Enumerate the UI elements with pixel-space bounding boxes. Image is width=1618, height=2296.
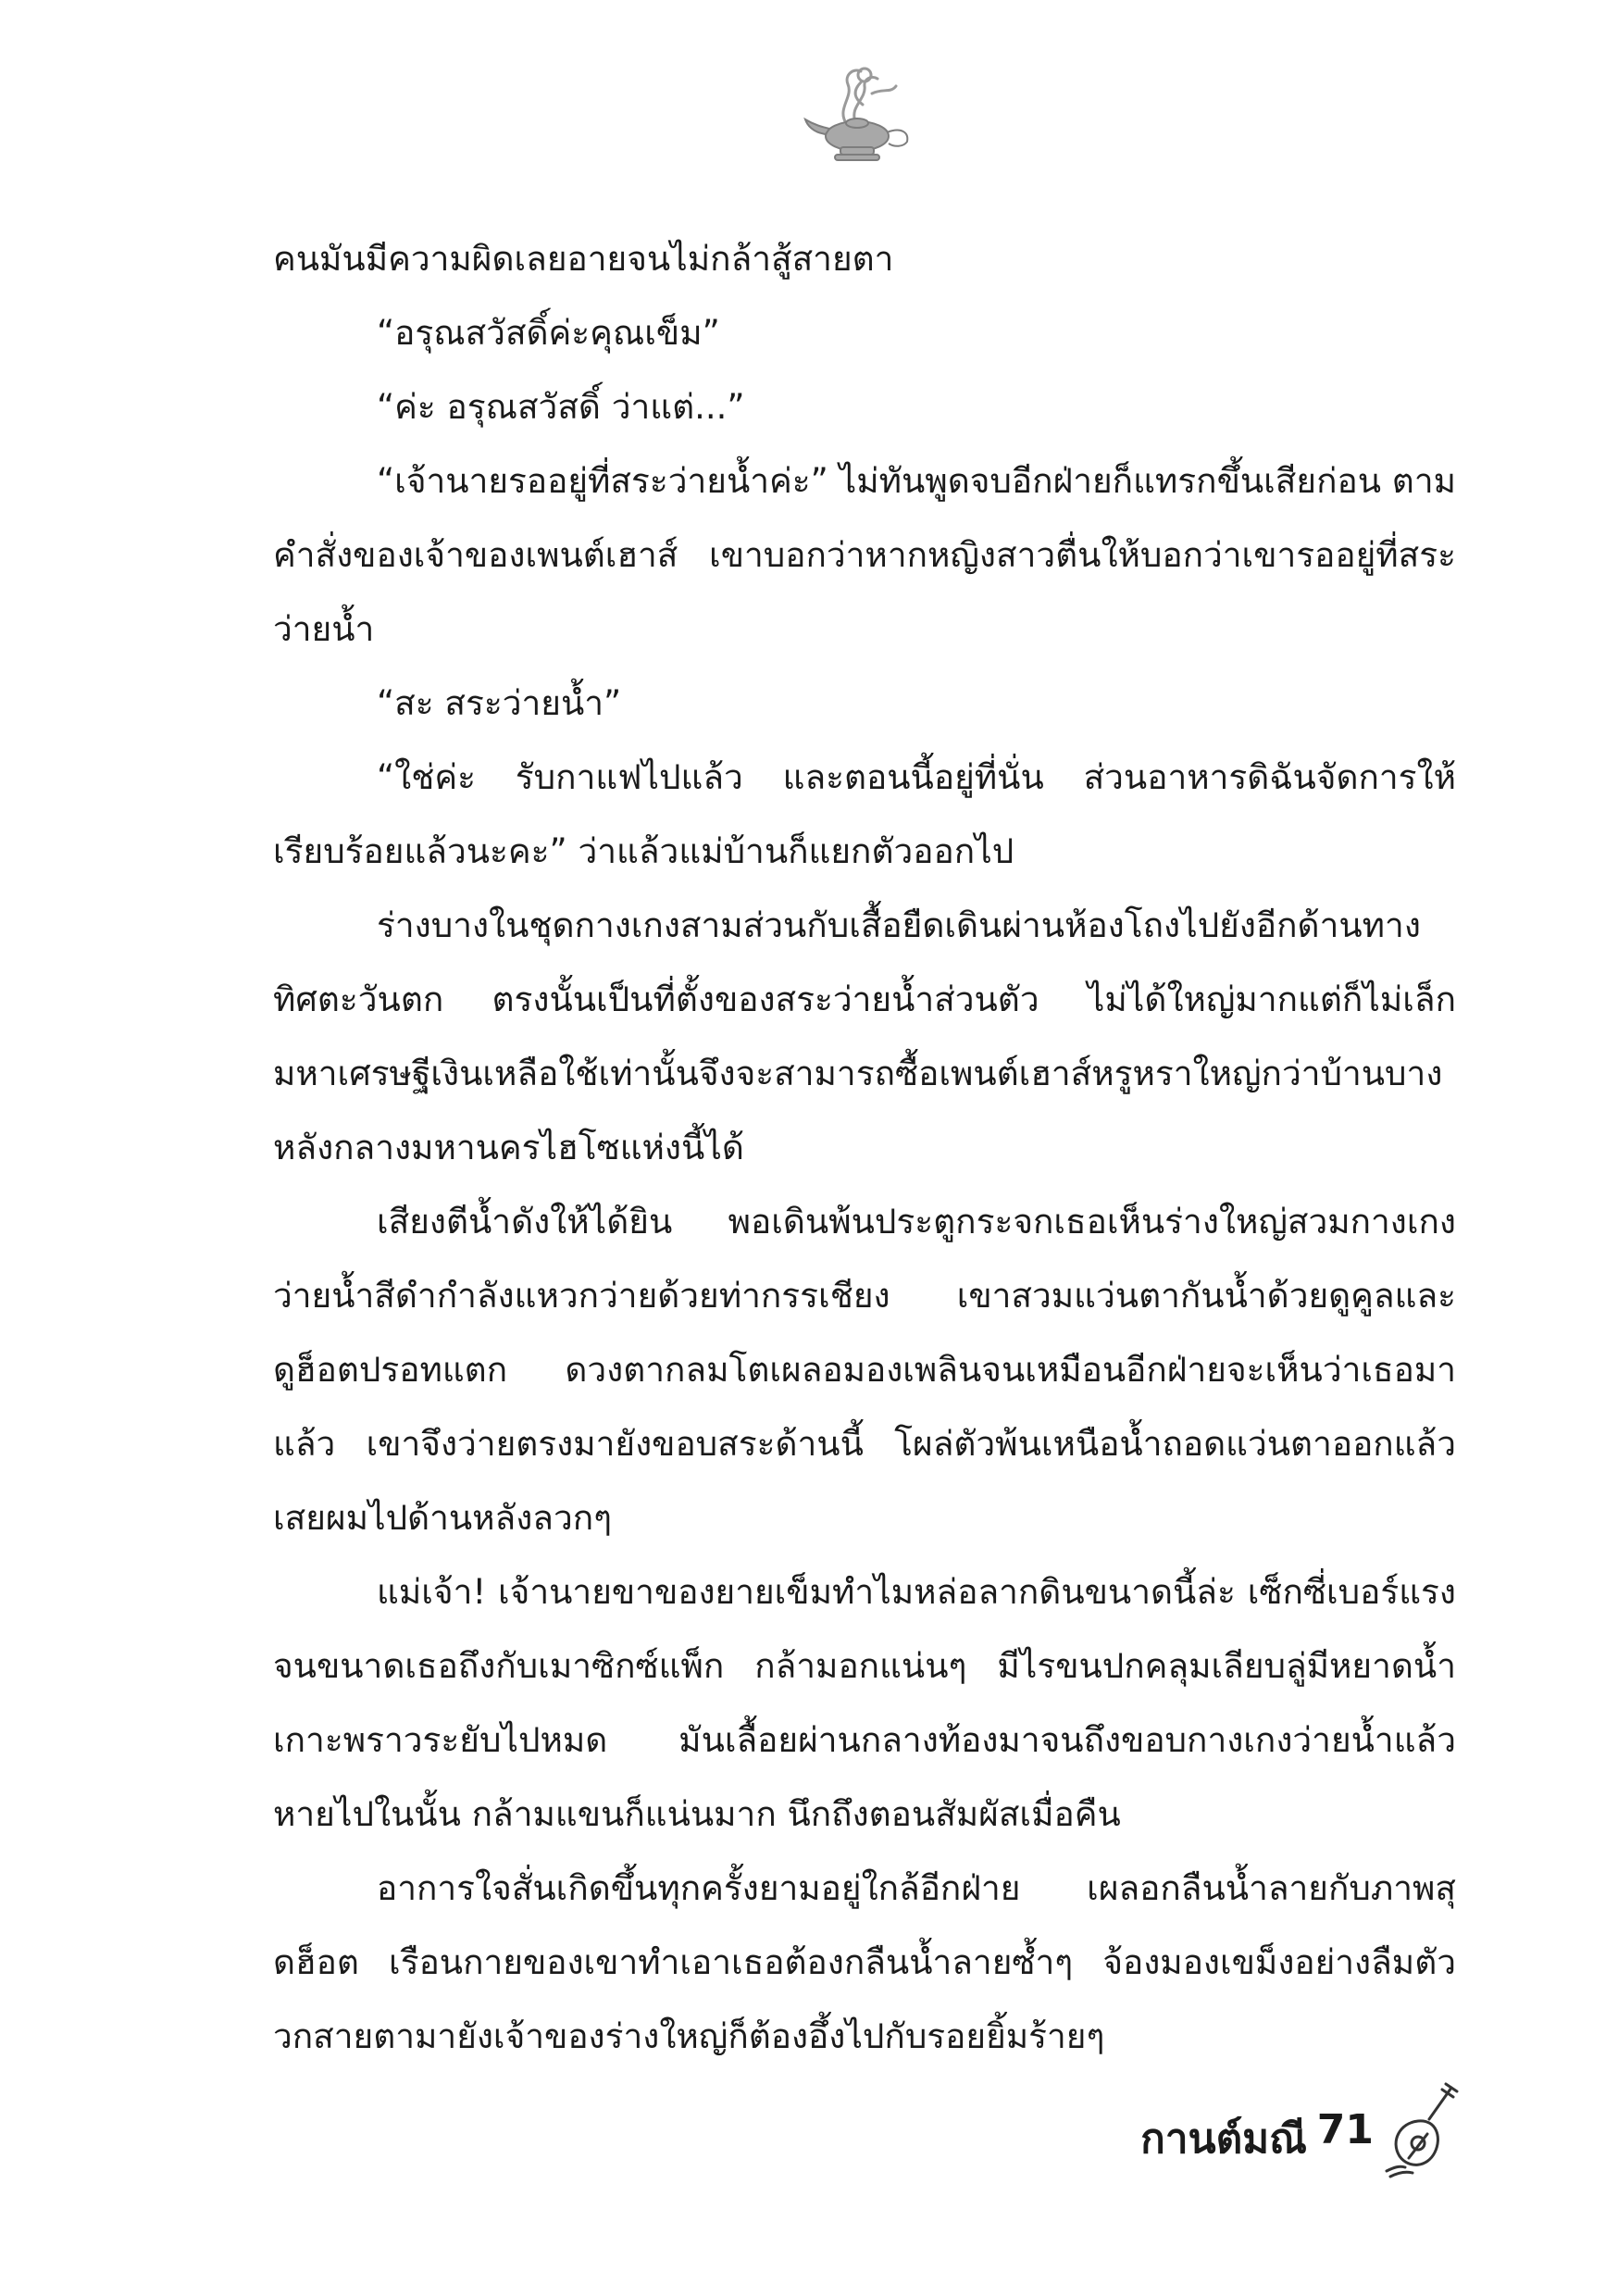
paragraph: “ค่ะ อรุณสวัสดิ์ ว่าแต่...” bbox=[377, 387, 745, 427]
paragraph: ร่างบางในชุดกางเกงสามส่วนกับเสื้อยืดเดินผ่านห้องโถงไปยังอีกด้านทางทิศตะวันตก ตรงนั้นเป็นที่ตั้งของสระว่ายน้ำส่วนตัว ไม่ได้ใหญ่มากแต่ก็ไม่เล็ก มหาเศรษฐีเงินเหลือใช้เท่านั้นจึงจะสามารถซื้อเพนต์เฮาส์หรูหราใหญ่กว่าบ้านบางหลังกลางมหานครไฮโซแห่งนี้ได้ bbox=[273, 905, 1456, 1167]
author-name: กานต์มณี bbox=[1140, 2115, 1307, 2163]
paragraph: เสียงตีน้ำดังให้ได้ยิน พอเดินพ้นประตูกระจกเธอเห็นร่างใหญ่สวมกางเกงว่ายน้ำสีดำกำลังแหวกว่ายด้วยท่ากรรเชียง เขาสวมแว่นตากันน้ำด้วยดูคูลและดูฮ็อตปรอทแตก ดวงตากลมโตเผลอมองเพลินจนเหมือนอีกฝ่ายจะเห็นว่าเธอมาแล้ว เขาจึงว่ายตรงมายังขอบสระด้านนี้ โผล่ตัวพ้นเหนือน้ำถอดแว่นตาออกแล้วเสยผมไปด้านหลังลวกๆ bbox=[273, 1202, 1456, 1538]
body-text bbox=[273, 222, 1456, 2074]
paragraph: “ใช่ค่ะ รับกาแฟไปแล้ว และตอนนี้อยู่ที่นั่น ส่วนอาหารดิฉันจัดการให้เรียบร้อยแล้วนะคะ” ว่าแล้วแม่บ้านก็แยกตัวออกไป bbox=[273, 757, 1456, 871]
genie-lamp-icon bbox=[800, 51, 920, 171]
paragraph: “เจ้านายรออยู่ที่สระว่ายน้ำค่ะ” ไม่ทันพูดจบอีกฝ่ายก็แทรกขึ้นเสียก่อน ตามคำสั่งของเจ้าของเพนต์เฮาส์ เขาบอกว่าหากหญิงสาวตื่นให้บอกว่าเขารออยู่ที่สระว่ายน้ำ bbox=[273, 461, 1456, 649]
paragraph: อาการใจสั่นเกิดขึ้นทุกครั้งยามอยู่ใกล้อีกฝ่าย เผลอกลืนน้ำลายกับภาพสุดฮ็อต เรือนกายของเขาทำเอาเธอต้องกลืนน้ำลายซ้ำๆ จ้องมองเขม็งอย่างลืมตัว วกสายตามายังเจ้าของร่างใหญ่ก็ต้องอึ้งไปกับรอยยิ้มร้ายๆ bbox=[273, 1868, 1456, 2056]
lute-icon bbox=[1381, 2078, 1461, 2180]
page-footer bbox=[1092, 2078, 1462, 2180]
page-number: 71 bbox=[1316, 2106, 1374, 2153]
paragraph: “อรุณสวัสดิ์ค่ะคุณเข็ม” bbox=[377, 313, 720, 353]
paragraph: แม่เจ้า! เจ้านายขาของยายเข็มทำไมหล่อลากดินขนาดนี้ล่ะ เซ็กซี่เบอร์แรงจนขนาดเธอถึงกับเมาซิกซ์แพ็ก กล้ามอกแน่นๆ มีไรขนปกคลุมเลียบลู่มีหยาดน้ำเกาะพราวระยับไปหมด มันเลื้อยผ่านกลางท้องมาจนถึงขอบกางเกงว่ายน้ำแล้วหายไปในนั้น กล้ามแขนก็แน่นมาก นึกถึงตอนสัมผัสเมื่อคืน bbox=[273, 1572, 1456, 1834]
paragraph: “สะ สระว่ายน้ำ” bbox=[377, 683, 622, 723]
paragraph: คนมันมีความผิดเลยอายจนไม่กล้าสู้สายตา bbox=[273, 239, 894, 279]
